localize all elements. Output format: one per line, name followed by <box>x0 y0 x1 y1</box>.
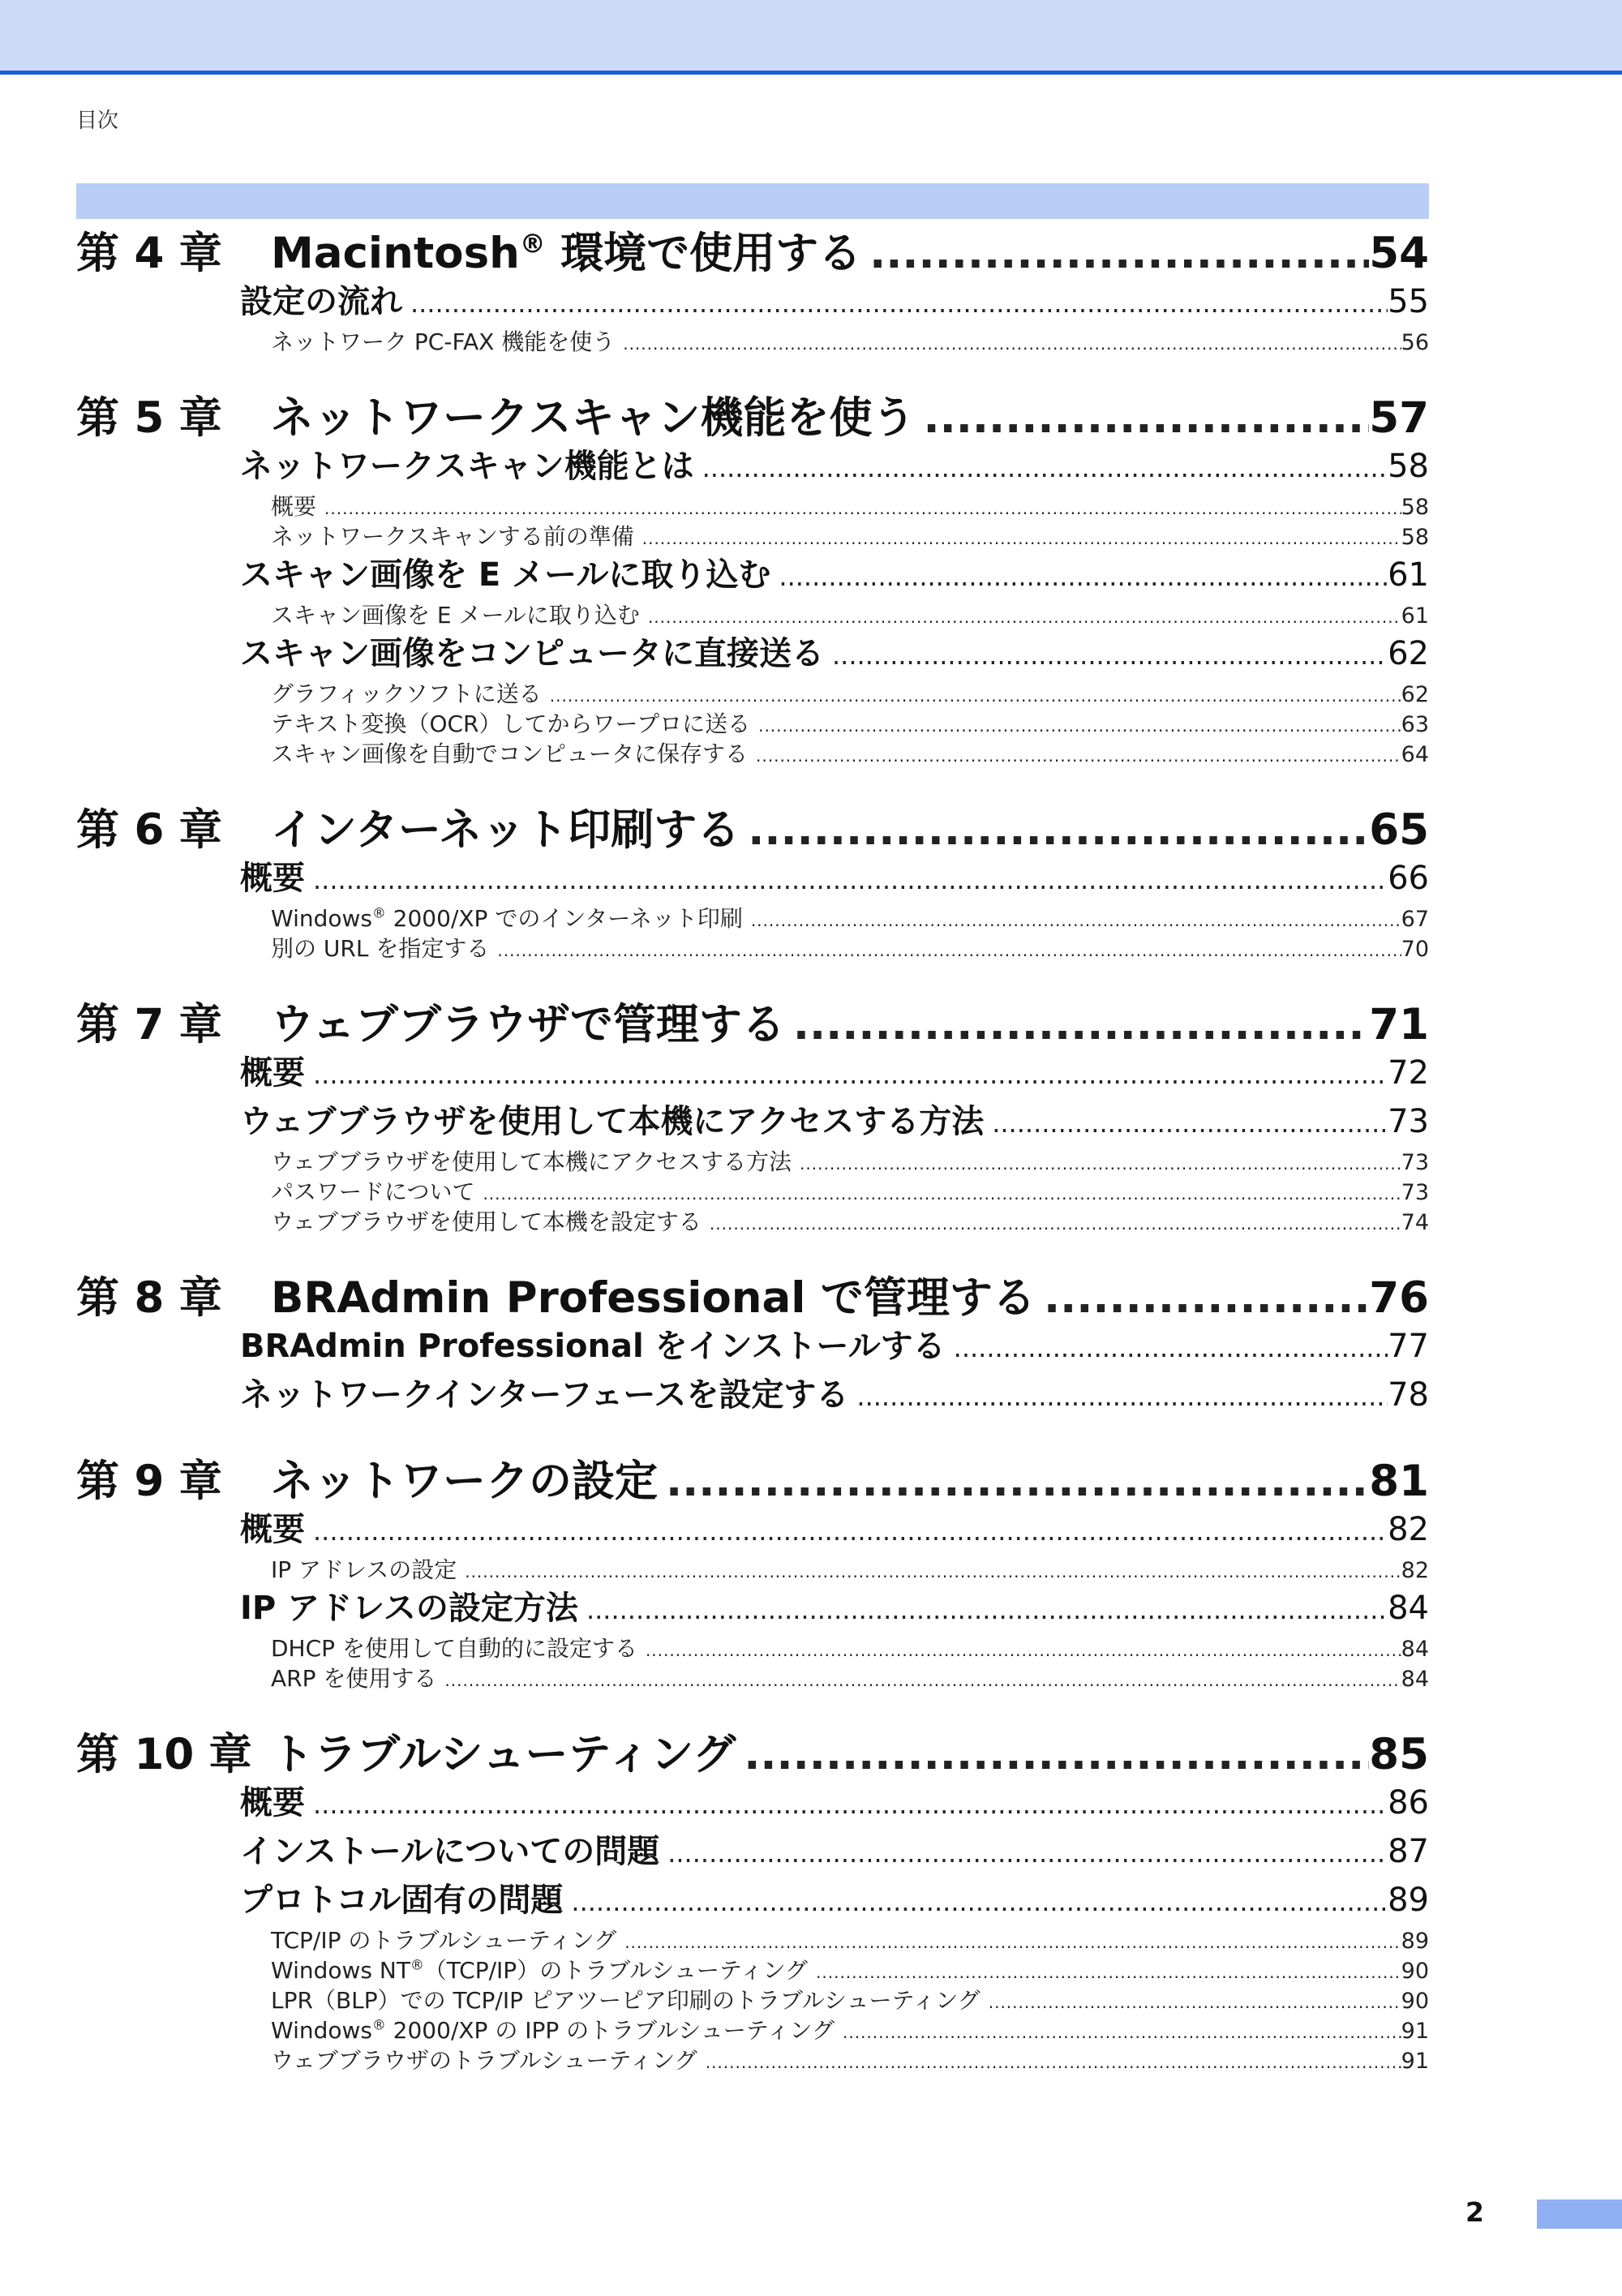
toc-subsection-title <box>271 598 640 630</box>
entry-title-text: DHCP を使用して自動的に設定する <box>271 1635 637 1662</box>
page-ref: 81 <box>1369 1457 1429 1506</box>
entry-title-text: 概要 <box>240 1511 305 1548</box>
dot-leader <box>658 1457 1369 1506</box>
dot-leader <box>694 448 1388 485</box>
toc-subsection[interactable] <box>76 706 1429 736</box>
toc-subsection-title <box>271 901 743 933</box>
page-ref: 86 <box>1388 1784 1429 1822</box>
toc-section-title <box>240 628 824 674</box>
toc-section-title <box>240 549 770 595</box>
dot-leader <box>748 740 1401 767</box>
entry-title-text: ネットワークスキャンする前の準備 <box>271 523 634 550</box>
page-ref: 57 <box>1369 393 1429 443</box>
toc-section-title <box>240 1096 984 1142</box>
page-ref: 67 <box>1401 907 1429 932</box>
dot-leader <box>305 1511 1388 1548</box>
toc-subsection-title <box>271 1204 702 1237</box>
toc-section[interactable] <box>76 1582 1429 1631</box>
dot-leader <box>659 1833 1388 1870</box>
toc-subsection[interactable] <box>76 1923 1429 1953</box>
dot-leader <box>740 805 1369 855</box>
toc-chapter-title <box>76 384 915 445</box>
entry-title-text: Windows <box>271 905 372 932</box>
toc-section-title <box>240 1826 659 1872</box>
entry-title-text: Windows NT <box>271 1957 410 1984</box>
entry-title-suffix: （TCP/IP）のトラブルシューティング <box>423 1957 809 1984</box>
toc-chapter-title <box>76 990 785 1052</box>
page-ref: 71 <box>1369 1000 1429 1049</box>
page-ref: 73 <box>1401 1150 1429 1175</box>
toc-section-title <box>240 276 402 322</box>
page-ref: 70 <box>1401 937 1429 962</box>
entry-title-text: ウェブブラウザを使用して本機にアクセスする方法 <box>240 1103 985 1140</box>
toc-subsection-title <box>271 736 748 769</box>
entry-title-text: グラフィックソフトに送る <box>271 680 542 707</box>
page-ref: 58 <box>1401 525 1429 550</box>
dot-leader <box>305 1784 1388 1822</box>
page-ref: 91 <box>1401 2019 1429 2044</box>
dot-leader <box>785 1000 1369 1049</box>
entry-title-text: ウェブブラウザで管理する <box>271 1000 785 1049</box>
toc-chapter[interactable] <box>76 1720 1429 1777</box>
page-ref: 56 <box>1401 330 1429 355</box>
page-ref: 77 <box>1388 1328 1429 1365</box>
chapter-number: 第 8 章 <box>76 1273 222 1323</box>
dot-leader <box>640 602 1401 629</box>
dot-leader <box>316 493 1401 520</box>
entry-title-text: BRAdmin Professional をインストールする <box>240 1328 946 1365</box>
entry-title-text: パスワードについて <box>271 1178 475 1205</box>
dot-leader <box>792 1148 1401 1175</box>
entry-title-text: 設定の流れ <box>240 283 402 320</box>
toc-subsection-title <box>271 324 615 357</box>
registered-mark: ® <box>410 1956 424 1973</box>
toc-section[interactable] <box>76 1047 1429 1096</box>
dot-leader <box>563 1882 1388 1919</box>
toc-subsection-title <box>271 2013 835 2045</box>
toc-subsection-title <box>271 1631 637 1663</box>
entry-title-text: テキスト変換（OCR）してからワープロに送る <box>271 710 751 737</box>
toc-section[interactable] <box>76 1320 1429 1369</box>
page-ref: 65 <box>1369 805 1429 855</box>
entry-title-text: IP アドレスの設定 <box>271 1556 457 1583</box>
toc-subsection[interactable] <box>76 931 1429 961</box>
toc-subsection-title <box>271 1144 792 1177</box>
entry-title-text: ネットワークスキャン機能を使う <box>271 393 916 443</box>
page-ref: 85 <box>1369 1730 1429 1779</box>
toc-chapter-title <box>76 796 740 857</box>
registered-mark: ® <box>519 229 546 260</box>
toc-subsection-title <box>271 519 634 551</box>
toc-subsection-title <box>271 1983 980 2015</box>
entry-title-text: ネットワークの設定 <box>271 1457 658 1506</box>
toc-section[interactable] <box>76 1096 1429 1144</box>
toc-subsection[interactable] <box>76 736 1429 766</box>
dot-leader <box>808 1957 1401 1984</box>
page-ref: 89 <box>1401 1929 1429 1954</box>
toc-subsection[interactable] <box>76 1144 1429 1174</box>
toc-subsection[interactable] <box>76 1204 1429 1234</box>
entry-title-text: IP アドレスの設定方法 <box>240 1590 578 1627</box>
entry-title-text: 別の URL を指定する <box>271 935 490 962</box>
entry-title-text: Windows <box>271 2017 372 2044</box>
toc-subsection-title <box>271 2043 697 2075</box>
toc-section-title <box>240 1047 305 1093</box>
dot-leader <box>489 935 1401 962</box>
dot-leader <box>770 556 1388 594</box>
chapter-number: 第 5 章 <box>76 393 222 443</box>
toc-subsection-title <box>271 1174 474 1207</box>
toc-subsection-title <box>271 676 542 709</box>
dot-leader <box>743 905 1401 932</box>
dot-leader <box>946 1328 1388 1365</box>
entry-title-suffix: 2000/XP の IPP のトラブルシューティング <box>385 2017 835 2044</box>
toc-chapter-title <box>76 1264 1036 1325</box>
top-header-band <box>0 0 1622 75</box>
entry-title-text: 概要 <box>240 1054 305 1092</box>
dot-leader <box>824 635 1388 672</box>
dot-leader <box>915 393 1369 443</box>
dot-leader <box>637 1635 1401 1662</box>
toc-subsection[interactable] <box>76 2043 1429 2073</box>
page-ref: 90 <box>1401 1959 1429 1984</box>
toc-section-title <box>240 1369 848 1415</box>
chapter-number: 第 6 章 <box>76 805 222 855</box>
toc-subsection-title <box>271 1552 457 1585</box>
table-of-contents <box>76 219 1429 2073</box>
page-ref: 90 <box>1401 1989 1429 2014</box>
page-ref: 58 <box>1401 495 1429 520</box>
toc-subsection[interactable] <box>76 901 1429 931</box>
toc-section[interactable] <box>76 1777 1429 1826</box>
page-ref: 54 <box>1369 229 1429 278</box>
entry-title-text: ネットワークインターフェースを設定する <box>240 1376 849 1414</box>
page-ref: 78 <box>1388 1376 1429 1414</box>
toc-section-title <box>240 1874 563 1920</box>
page-ref: 55 <box>1388 283 1429 320</box>
entry-title-text: TCP/IP のトラブルシューティング <box>271 1927 617 1954</box>
dot-leader <box>697 2047 1401 2074</box>
dot-leader <box>457 1556 1401 1583</box>
dot-leader <box>305 860 1388 897</box>
page-ref: 61 <box>1388 556 1429 594</box>
dot-leader <box>835 2017 1401 2044</box>
entry-title-text: 概要 <box>240 860 305 897</box>
toc-section[interactable] <box>76 1826 1429 1874</box>
toc-chapter-title <box>76 1447 658 1508</box>
toc-section[interactable] <box>76 852 1429 901</box>
page-ref: 74 <box>1401 1210 1429 1235</box>
entry-title-text: プロトコル固有の問題 <box>240 1882 564 1919</box>
chapter-number: 第 10 章 <box>76 1730 252 1779</box>
dot-leader <box>542 680 1401 707</box>
page-ref: 62 <box>1401 682 1429 707</box>
toc-chapter[interactable] <box>76 990 1429 1047</box>
dot-leader <box>616 1927 1401 1954</box>
dot-leader <box>1036 1273 1369 1323</box>
dot-leader <box>736 1730 1369 1779</box>
page-ref: 91 <box>1401 2049 1429 2074</box>
page-ref: 84 <box>1401 1667 1429 1692</box>
page-ref: 58 <box>1388 448 1429 485</box>
entry-title-text: スキャン画像を E メールに取り込む <box>271 602 640 629</box>
entry-title-text: 概要 <box>271 493 317 520</box>
toc-subsection[interactable] <box>76 598 1429 628</box>
toc-subsection-title <box>271 931 489 963</box>
dot-leader <box>436 1665 1401 1692</box>
toc-section[interactable] <box>76 1874 1429 1923</box>
dot-leader <box>578 1590 1388 1627</box>
entry-title-text: ウェブブラウザを使用して本機を設定する <box>271 1208 702 1235</box>
dot-leader <box>474 1178 1401 1205</box>
dot-leader <box>634 523 1401 550</box>
entry-title-text: ARP を使用する <box>271 1665 437 1692</box>
running-header: 目次 <box>76 109 119 133</box>
toc-subsection[interactable] <box>76 1552 1429 1582</box>
entry-title-text: Macintosh <box>271 229 520 278</box>
toc-section-title <box>240 1582 578 1629</box>
toc-chapter[interactable] <box>76 1264 1429 1323</box>
toc-subsection-title <box>271 489 316 521</box>
toc-subsection[interactable] <box>76 2013 1429 2043</box>
toc-section[interactable] <box>76 628 1429 676</box>
dot-leader <box>750 710 1401 737</box>
entry-title-text: ネットワーク PC-FAX 機能を使う <box>271 328 616 355</box>
toc-subsection[interactable] <box>76 489 1429 519</box>
toc-subsection-title <box>271 1953 808 1985</box>
toc-subsection-title <box>271 1923 616 1955</box>
registered-mark: ® <box>372 2016 386 2033</box>
page-ref: 72 <box>1388 1054 1429 1092</box>
page-ref: 89 <box>1388 1882 1429 1919</box>
toc-section[interactable] <box>76 1369 1429 1418</box>
toc-chapter[interactable] <box>76 219 1429 276</box>
toc-subsection-title <box>271 706 750 739</box>
dot-leader <box>615 328 1401 355</box>
toc-section-title <box>240 1777 305 1823</box>
toc-subsection[interactable] <box>76 1631 1429 1661</box>
entry-title-text: ウェブブラウザを使用して本機にアクセスする方法 <box>271 1148 792 1175</box>
entry-title-text: インストールについての問題 <box>240 1833 660 1870</box>
toc-subsection-title <box>271 1661 436 1693</box>
toc-subsection[interactable] <box>76 519 1429 549</box>
page-ref: 84 <box>1401 1637 1429 1662</box>
dot-leader <box>861 229 1369 278</box>
toc-section-title <box>240 1504 305 1550</box>
toc-subsection[interactable] <box>76 1953 1429 1983</box>
page-ref: 76 <box>1369 1273 1429 1323</box>
toc-subsection[interactable] <box>76 676 1429 706</box>
entry-title-text: トラブルシューティング <box>271 1730 736 1779</box>
page-ref: 64 <box>1401 742 1429 767</box>
page-ref: 87 <box>1388 1833 1429 1870</box>
page-ref: 73 <box>1388 1103 1429 1140</box>
toc-section[interactable] <box>76 1504 1429 1552</box>
toc-subsection[interactable] <box>76 1174 1429 1204</box>
toc-subsection[interactable] <box>76 1661 1429 1691</box>
page-corner-tab <box>1537 2199 1622 2229</box>
page-ref: 84 <box>1388 1590 1429 1627</box>
registered-mark: ® <box>372 904 386 921</box>
dot-leader <box>984 1103 1388 1140</box>
page-ref: 62 <box>1388 635 1429 672</box>
entry-title-suffix: 環境で使用する <box>545 229 862 278</box>
toc-subsection[interactable] <box>76 1983 1429 2013</box>
chapter-number: 第 4 章 <box>76 229 222 278</box>
toc-section-title <box>240 440 694 487</box>
entry-title-text: スキャン画像をコンピュータに直接送る <box>240 635 824 672</box>
entry-title-text: スキャン画像を E メールに取り込む <box>240 556 771 594</box>
entry-title-text: ウェブブラウザのトラブルシューティング <box>271 2047 697 2074</box>
page-ref: 73 <box>1401 1180 1429 1205</box>
page-ref: 82 <box>1401 1558 1429 1583</box>
toc-chapter[interactable] <box>76 1447 1429 1504</box>
toc-section[interactable] <box>76 276 1429 324</box>
chapter-number: 第 9 章 <box>76 1457 222 1506</box>
toc-section-title <box>240 1320 946 1367</box>
dot-leader <box>980 1987 1401 2014</box>
page-ref: 63 <box>1401 712 1429 737</box>
entry-title-suffix: 2000/XP でのインターネット印刷 <box>385 905 743 932</box>
page-number: 2 <box>1465 2196 1484 2228</box>
toc-chapter-title <box>76 219 861 281</box>
dot-leader <box>402 283 1388 320</box>
entry-title-text: ネットワークスキャン機能とは <box>240 448 694 485</box>
entry-title-text: スキャン画像を自動でコンピュータに保存する <box>271 740 749 767</box>
toc-section-bar <box>76 183 1429 219</box>
dot-leader <box>702 1208 1401 1235</box>
toc-section[interactable] <box>76 549 1429 598</box>
dot-leader <box>848 1376 1388 1414</box>
toc-section-title <box>240 852 305 899</box>
toc-chapter[interactable] <box>76 384 1429 443</box>
page-ref: 61 <box>1401 603 1429 629</box>
entry-title-text: BRAdmin Professional で管理する <box>271 1273 1036 1323</box>
page-ref: 82 <box>1388 1511 1429 1548</box>
entry-title-text: 概要 <box>240 1784 305 1822</box>
dot-leader <box>305 1054 1388 1092</box>
toc-chapter[interactable] <box>76 796 1429 855</box>
page-ref: 66 <box>1388 860 1429 897</box>
entry-title-text: LPR（BLP）での TCP/IP ピアツーピア印刷のトラブルシューティング <box>271 1987 980 2014</box>
chapter-number: 第 7 章 <box>76 1000 222 1049</box>
entry-title-text: インターネット印刷する <box>271 805 740 855</box>
toc-subsection[interactable] <box>76 324 1429 354</box>
toc-chapter-title <box>76 1720 736 1782</box>
toc-section[interactable] <box>76 440 1429 489</box>
